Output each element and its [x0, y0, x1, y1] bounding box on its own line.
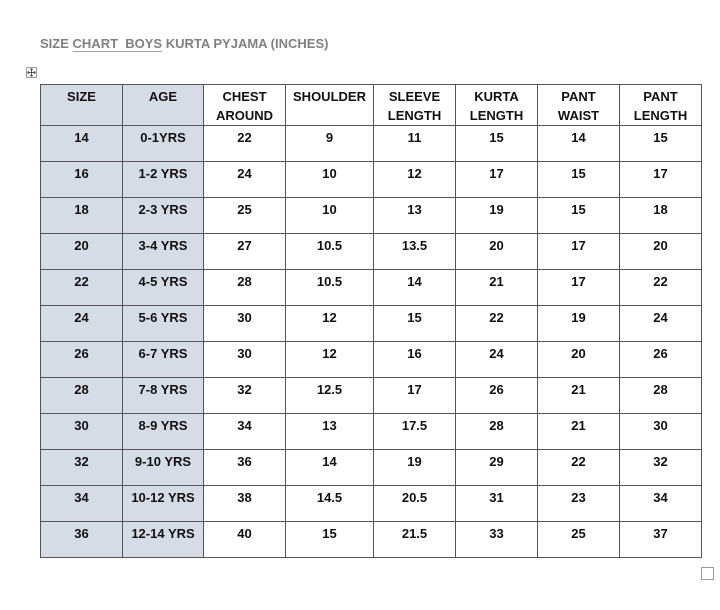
table-row: [41, 270, 702, 306]
measurement-cell: 17: [620, 162, 702, 198]
size-cell: 20: [41, 234, 123, 270]
measurement-cell: 24: [456, 342, 538, 378]
measurement-cell: 15: [538, 198, 620, 234]
measurement-cell: 28: [456, 414, 538, 450]
measurement-cell: 34: [204, 414, 286, 450]
title-part-chart-boys: CHART BOYS: [72, 36, 163, 51]
table-body: [41, 126, 702, 558]
measurement-cell: 15: [538, 162, 620, 198]
table-row: [41, 306, 702, 342]
measurement-cell: 13.5: [374, 234, 456, 270]
size-cell: 18: [41, 198, 123, 234]
title-part-size: SIZE: [40, 36, 69, 51]
measurement-cell: 10: [286, 198, 374, 234]
size-cell: 22: [41, 270, 123, 306]
measurement-cell: 36: [204, 450, 286, 486]
column-header: SIZE: [41, 85, 123, 126]
measurement-cell: 15: [286, 522, 374, 558]
header-row: [41, 85, 702, 126]
age-cell: 9-10 YRS: [123, 450, 204, 486]
measurement-cell: 30: [204, 342, 286, 378]
measurement-cell: 24: [620, 306, 702, 342]
measurement-cell: 19: [456, 198, 538, 234]
age-cell: 2-3 YRS: [123, 198, 204, 234]
measurement-cell: 10: [286, 162, 374, 198]
measurement-cell: 23: [538, 486, 620, 522]
column-header: AGE: [123, 85, 204, 126]
measurement-cell: 13: [286, 414, 374, 450]
measurement-cell: 25: [204, 198, 286, 234]
table-row: [41, 198, 702, 234]
measurement-cell: 22: [538, 450, 620, 486]
measurement-cell: 31: [456, 486, 538, 522]
measurement-cell: 26: [456, 378, 538, 414]
table-row: [41, 522, 702, 558]
age-cell: 12-14 YRS: [123, 522, 204, 558]
measurement-cell: 40: [204, 522, 286, 558]
size-cell: 16: [41, 162, 123, 198]
measurement-cell: 19: [374, 450, 456, 486]
measurement-cell: 14: [538, 126, 620, 162]
measurement-cell: 15: [374, 306, 456, 342]
measurement-cell: 12.5: [286, 378, 374, 414]
measurement-cell: 10.5: [286, 270, 374, 306]
measurement-cell: 21: [538, 414, 620, 450]
age-cell: 8-9 YRS: [123, 414, 204, 450]
measurement-cell: 9: [286, 126, 374, 162]
measurement-cell: 17: [538, 270, 620, 306]
measurement-cell: 14: [374, 270, 456, 306]
measurement-cell: 29: [456, 450, 538, 486]
table-row: [41, 486, 702, 522]
title-part-kurta: KURTA PYJAMA (INCHES): [165, 36, 329, 51]
size-cell: 36: [41, 522, 123, 558]
measurement-cell: 11: [374, 126, 456, 162]
age-cell: 6-7 YRS: [123, 342, 204, 378]
measurement-cell: 30: [620, 414, 702, 450]
size-chart-table: [40, 84, 702, 558]
column-header: CHEST AROUND: [204, 85, 286, 126]
measurement-cell: 21.5: [374, 522, 456, 558]
table-row: [41, 162, 702, 198]
column-header: SHOULDER: [286, 85, 374, 126]
measurement-cell: 17.5: [374, 414, 456, 450]
measurement-cell: 17: [374, 378, 456, 414]
column-header: PANT LENGTH: [620, 85, 702, 126]
measurement-cell: 28: [204, 270, 286, 306]
measurement-cell: 20: [538, 342, 620, 378]
measurement-cell: 25: [538, 522, 620, 558]
table-row: [41, 450, 702, 486]
measurement-cell: 19: [538, 306, 620, 342]
measurement-cell: 15: [620, 126, 702, 162]
table-row: [41, 342, 702, 378]
age-cell: 5-6 YRS: [123, 306, 204, 342]
measurement-cell: 24: [204, 162, 286, 198]
table-row: [41, 234, 702, 270]
measurement-cell: 38: [204, 486, 286, 522]
column-header: SLEEVE LENGTH: [374, 85, 456, 126]
measurement-cell: 12: [286, 342, 374, 378]
table-move-handle-icon[interactable]: [26, 67, 37, 78]
measurement-cell: 26: [620, 342, 702, 378]
measurement-cell: 20: [456, 234, 538, 270]
measurement-cell: 21: [538, 378, 620, 414]
measurement-cell: 14.5: [286, 486, 374, 522]
measurement-cell: 33: [456, 522, 538, 558]
table-resize-handle[interactable]: [701, 567, 714, 580]
size-cell: 28: [41, 378, 123, 414]
measurement-cell: 28: [620, 378, 702, 414]
age-cell: 3-4 YRS: [123, 234, 204, 270]
measurement-cell: 32: [204, 378, 286, 414]
age-cell: 0-1YRS: [123, 126, 204, 162]
measurement-cell: 10.5: [286, 234, 374, 270]
size-cell: 14: [41, 126, 123, 162]
size-cell: 30: [41, 414, 123, 450]
age-cell: 4-5 YRS: [123, 270, 204, 306]
measurement-cell: 18: [620, 198, 702, 234]
measurement-cell: 37: [620, 522, 702, 558]
table-row: [41, 126, 702, 162]
column-header: PANT WAIST: [538, 85, 620, 126]
measurement-cell: 20.5: [374, 486, 456, 522]
age-cell: 1-2 YRS: [123, 162, 204, 198]
page-title: [40, 36, 328, 51]
size-cell: 26: [41, 342, 123, 378]
measurement-cell: 34: [620, 486, 702, 522]
age-cell: 7-8 YRS: [123, 378, 204, 414]
measurement-cell: 12: [286, 306, 374, 342]
size-cell: 34: [41, 486, 123, 522]
measurement-cell: 21: [456, 270, 538, 306]
measurement-cell: 16: [374, 342, 456, 378]
measurement-cell: 13: [374, 198, 456, 234]
age-cell: 10-12 YRS: [123, 486, 204, 522]
measurement-cell: 22: [204, 126, 286, 162]
column-header: KURTA LENGTH: [456, 85, 538, 126]
measurement-cell: 17: [538, 234, 620, 270]
size-cell: 32: [41, 450, 123, 486]
size-cell: 24: [41, 306, 123, 342]
measurement-cell: 27: [204, 234, 286, 270]
measurement-cell: 32: [620, 450, 702, 486]
measurement-cell: 17: [456, 162, 538, 198]
measurement-cell: 12: [374, 162, 456, 198]
table-row: [41, 378, 702, 414]
measurement-cell: 22: [456, 306, 538, 342]
measurement-cell: 30: [204, 306, 286, 342]
measurement-cell: 14: [286, 450, 374, 486]
table-row: [41, 414, 702, 450]
measurement-cell: 20: [620, 234, 702, 270]
measurement-cell: 22: [620, 270, 702, 306]
measurement-cell: 15: [456, 126, 538, 162]
